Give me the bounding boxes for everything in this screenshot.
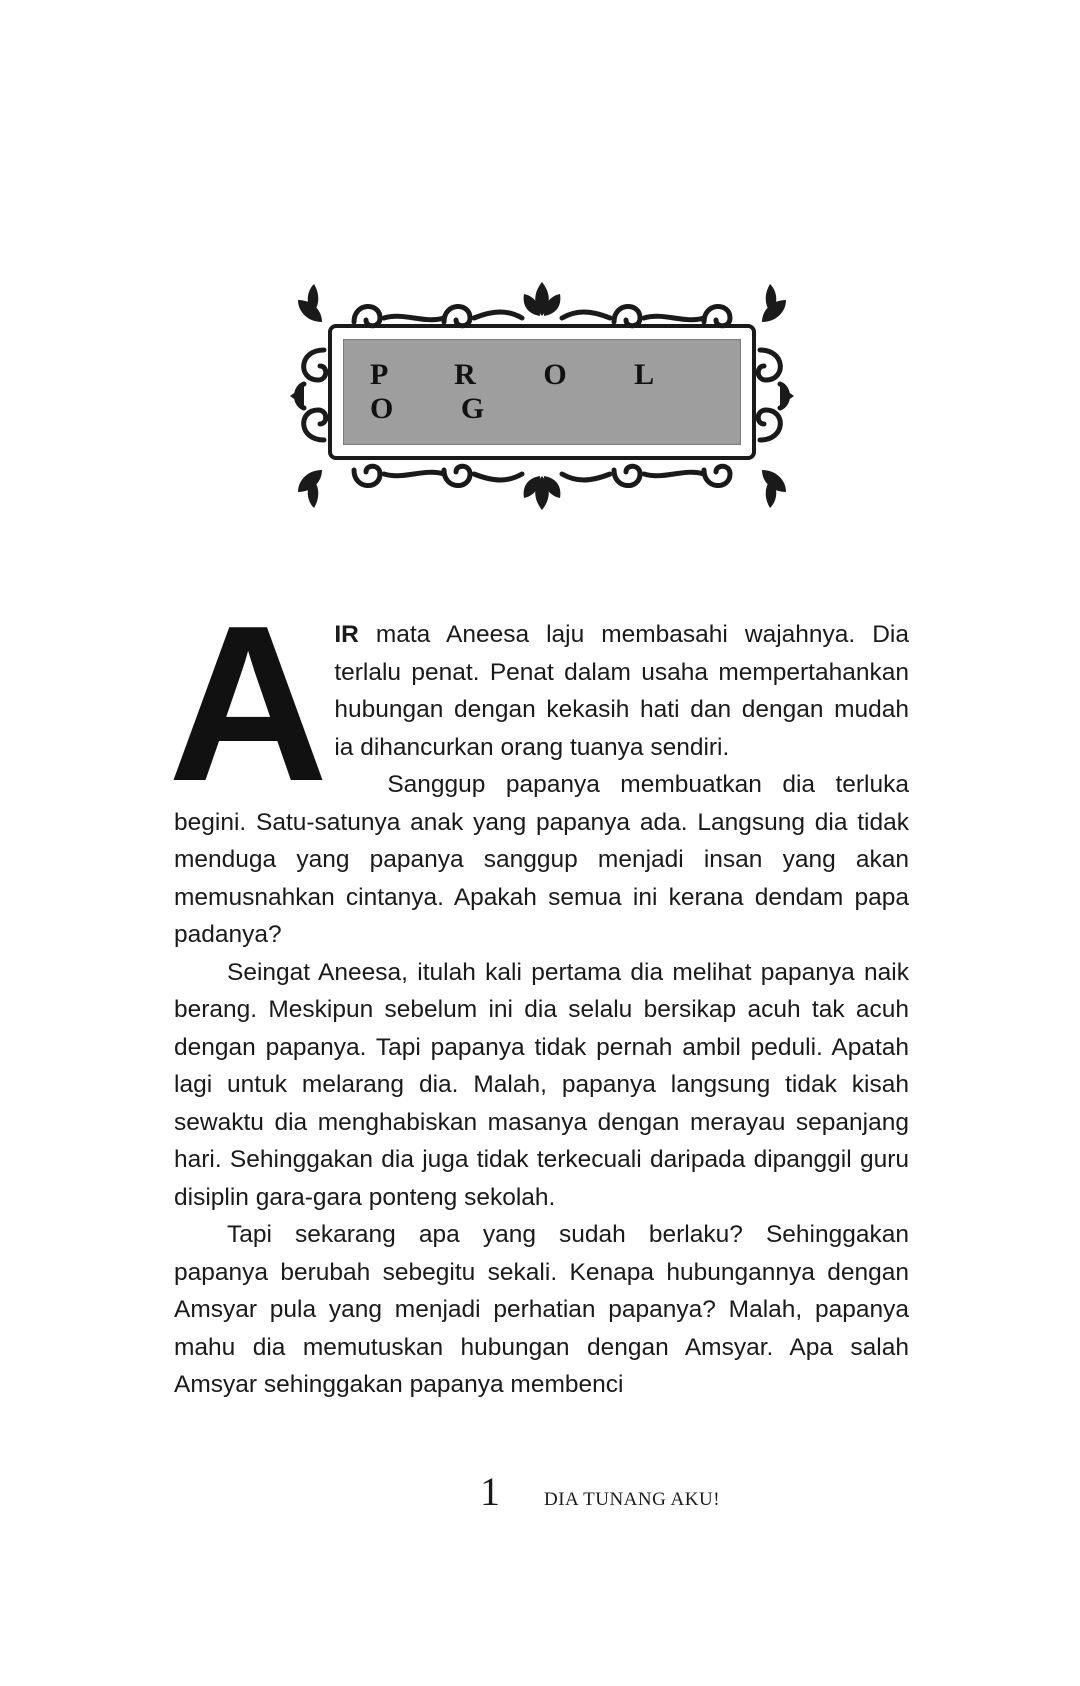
story-paragraph: Seingat Aneesa, itulah kali pertama dia melihat papanya naik berang. Meskipun sebelum ini dia selalu bersikap acuh tak acuh dengan papanya. Tapi papanya tidak pernah ambil peduli. Apatah lagi untuk melarang dia. Malah, papanya langsung tidak kisah sewaktu dia menghabiskan masanya dengan merayau sepanjang hari. Sehinggakan dia juga tidak terkecuali daripada dipanggil guru disiplin gara-gara ponteng sekolah.: [174, 958, 909, 1211]
chapter-heading-ornament: [284, 280, 800, 512]
page-footer: [480, 1468, 720, 1515]
story-paragraph: Tapi sekarang apa yang sudah berlaku? Sehinggakan papanya berubah sebegitu sekali. Kenapa hubungannya dengan Amsyar pula yang menjadi perhatian papanya? Malah, papanya mahu dia memutuskan hubungan dengan Amsyar. Apa salah Amsyar sehinggakan papanya membenci: [174, 1221, 909, 1398]
story-body: [168, 580, 909, 1404]
drop-cap: A: [168, 580, 329, 828]
page-number: 1: [480, 1469, 500, 1514]
story-paragraph: [168, 580, 909, 828]
chapter-heading-panel: [340, 336, 744, 448]
running-title: DIA TUNANG AKU!: [544, 1489, 721, 1510]
story-paragraph: Sanggup papanya membuatkan dia terluka begini. Satu-satunya anak yang papanya ada. Langsung dia tidak menduga yang papanya sanggup menjadi insan yang akan memusnahkan cintanya. Apakah semua ini kerana dendam papa padanya?: [174, 771, 909, 948]
paragraph-text: mata Aneesa laju membasahi wajahnya. Dia terlalu penat. Penat dalam usaha mempertahankan hubungan dengan kekasih hati dan dengan mudah ia dihancurkan orang tuanya sendiri.: [334, 621, 909, 761]
lead-word: IR: [334, 621, 359, 648]
chapter-title: P R O L O G: [370, 358, 683, 425]
